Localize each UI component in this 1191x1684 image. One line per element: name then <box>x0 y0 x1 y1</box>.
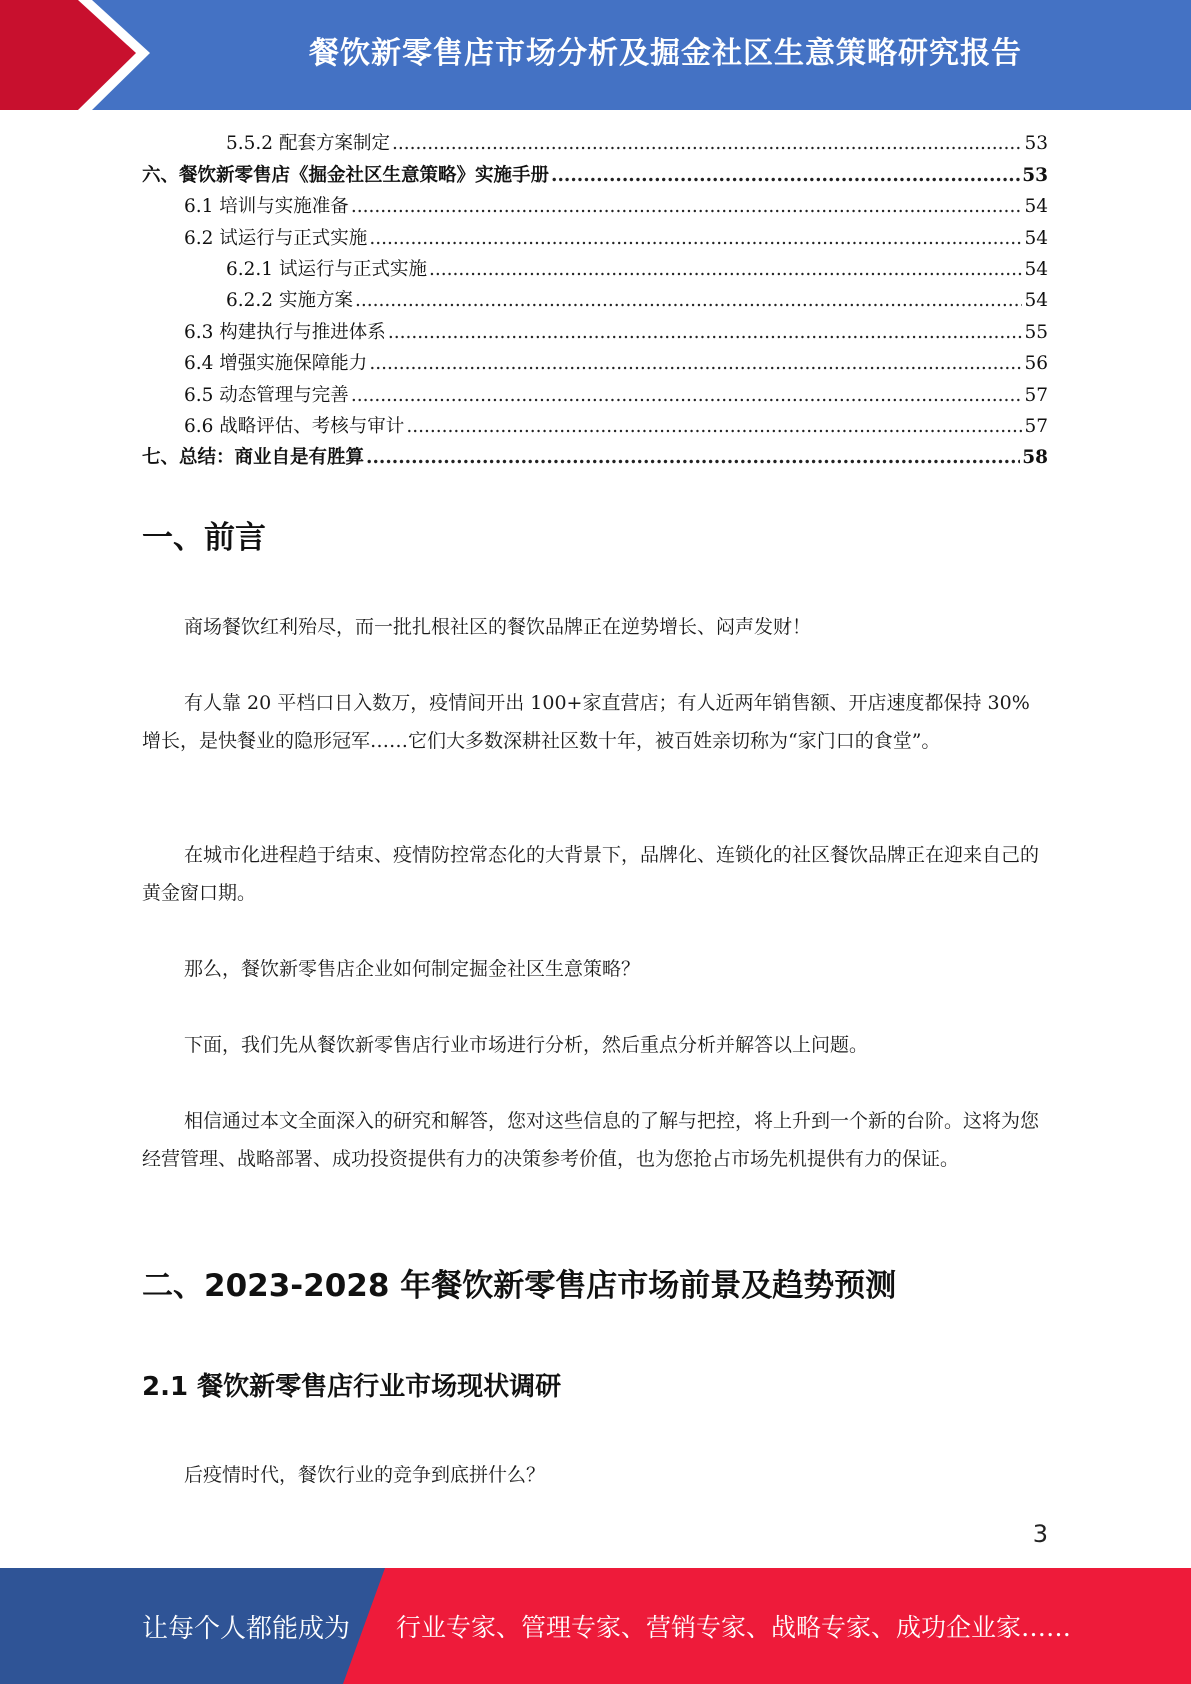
toc-entry-page: 58 <box>1022 447 1048 469</box>
toc-entry-label: 6.5 动态管理与完善 <box>184 384 349 406</box>
toc-entry[interactable] <box>142 379 1048 410</box>
toc-leader-dots <box>406 411 1022 442</box>
paragraph: 相信通过本文全面深入的研究和解答，您对这些信息的了解与把控，将上升到一个新的台阶。这将为您经营管理、战略部署、成功投资提供有力的决策参考价值，也为您抢占市场先机提供有力的保证。 <box>142 1110 1040 1170</box>
toc-entry-label: 七、总结：商业自是有胜算 <box>142 447 365 469</box>
toc-entry[interactable] <box>142 222 1048 253</box>
toc-leader-dots <box>351 191 1023 222</box>
toc-entry[interactable] <box>142 159 1048 190</box>
page-header <box>0 0 1191 110</box>
toc-entry-page: 54 <box>1024 290 1048 312</box>
section-heading-preface: 一、前言 <box>142 520 266 556</box>
toc-leader-dots <box>366 442 1020 473</box>
toc-entry-page: 54 <box>1024 196 1048 218</box>
footer-slogan-left: 让每个人都能成为 <box>142 1613 351 1644</box>
paragraph: 商场餐饮红利殆尽，而一批扎根社区的餐饮品牌正在逆势增长、闷声发财！ <box>184 616 812 638</box>
toc-entry-page: 54 <box>1024 227 1048 249</box>
header-arrow-decoration <box>0 0 150 110</box>
table-of-contents <box>142 128 1048 473</box>
toc-entry[interactable] <box>142 316 1048 347</box>
toc-entry-page: 57 <box>1024 384 1048 406</box>
toc-entry-page: 57 <box>1024 415 1048 437</box>
toc-entry-label: 6.2 试运行与正式实施 <box>184 227 368 249</box>
toc-entry-label: 六、餐饮新零售店《掘金社区生意策略》实施手册 <box>142 164 550 186</box>
toc-leader-dots <box>369 223 1022 254</box>
toc-entry[interactable] <box>142 191 1048 222</box>
paragraph: 在城市化进程趋于结束、疫情防控常态化的大背景下，品牌化、连锁化的社区餐饮品牌正在迎来自己的黄金窗口期。 <box>142 844 1040 904</box>
toc-entry-page: 53 <box>1024 133 1048 155</box>
footer-slogan-right: 行业专家、管理专家、营销专家、战略专家、成功企业家…… <box>396 1613 1072 1642</box>
subsection-heading: 2.1 餐饮新零售店行业市场现状调研 <box>142 1372 562 1402</box>
toc-leader-dots <box>392 128 1022 159</box>
toc-leader-dots <box>388 317 1023 348</box>
paragraph: 后疫情时代，餐饮行业的竞争到底拼什么？ <box>184 1464 546 1486</box>
page-number: 3 <box>1032 1520 1048 1548</box>
toc-leader-dots <box>351 380 1023 411</box>
toc-entry-label: 6.2.2 实施方案 <box>226 290 353 312</box>
toc-entry[interactable] <box>142 348 1048 379</box>
toc-leader-dots <box>551 160 1020 191</box>
toc-entry-label: 6.3 构建执行与推进体系 <box>184 321 386 343</box>
toc-entry-label: 5.5.2 配套方案制定 <box>226 133 390 155</box>
paragraph: 有人靠 20 平档口日入数万，疫情间开出 100+家直营店；有人近两年销售额、开店速度都保持 30%增长，是快餐业的隐形冠军……它们大多数深耕社区数十年，被百姓亲切称为“家门口的食堂”。 <box>142 692 1030 752</box>
toc-entry-page: 54 <box>1024 258 1048 280</box>
toc-entry-page: 56 <box>1024 353 1048 375</box>
report-title: 餐饮新零售店市场分析及掘金社区生意策略研究报告 <box>309 36 1022 71</box>
section-heading-market-outlook: 二、2023-2028 年餐饮新零售店市场前景及趋势预测 <box>142 1268 897 1304</box>
toc-entry-page: 53 <box>1022 164 1048 186</box>
toc-leader-dots <box>369 348 1022 379</box>
paragraph: 那么，餐饮新零售店企业如何制定掘金社区生意策略？ <box>184 958 641 980</box>
toc-entry[interactable] <box>142 254 1048 285</box>
toc-entry[interactable] <box>142 285 1048 316</box>
toc-leader-dots <box>355 285 1023 316</box>
toc-entry-label: 6.4 增强实施保障能力 <box>184 353 368 375</box>
toc-entry-label: 6.1 培训与实施准备 <box>184 196 349 218</box>
toc-entry-page: 55 <box>1024 321 1048 343</box>
page-footer <box>0 1568 1191 1684</box>
toc-entry-label: 6.6 战略评估、考核与审计 <box>184 415 405 437</box>
toc-entry[interactable] <box>142 411 1048 442</box>
paragraph: 下面，我们先从餐饮新零售店行业市场进行分析，然后重点分析并解答以上问题。 <box>184 1034 869 1056</box>
toc-leader-dots <box>429 254 1022 285</box>
toc-entry[interactable] <box>142 442 1048 473</box>
toc-entry[interactable] <box>142 128 1048 159</box>
toc-entry-label: 6.2.1 试运行与正式实施 <box>226 258 427 280</box>
